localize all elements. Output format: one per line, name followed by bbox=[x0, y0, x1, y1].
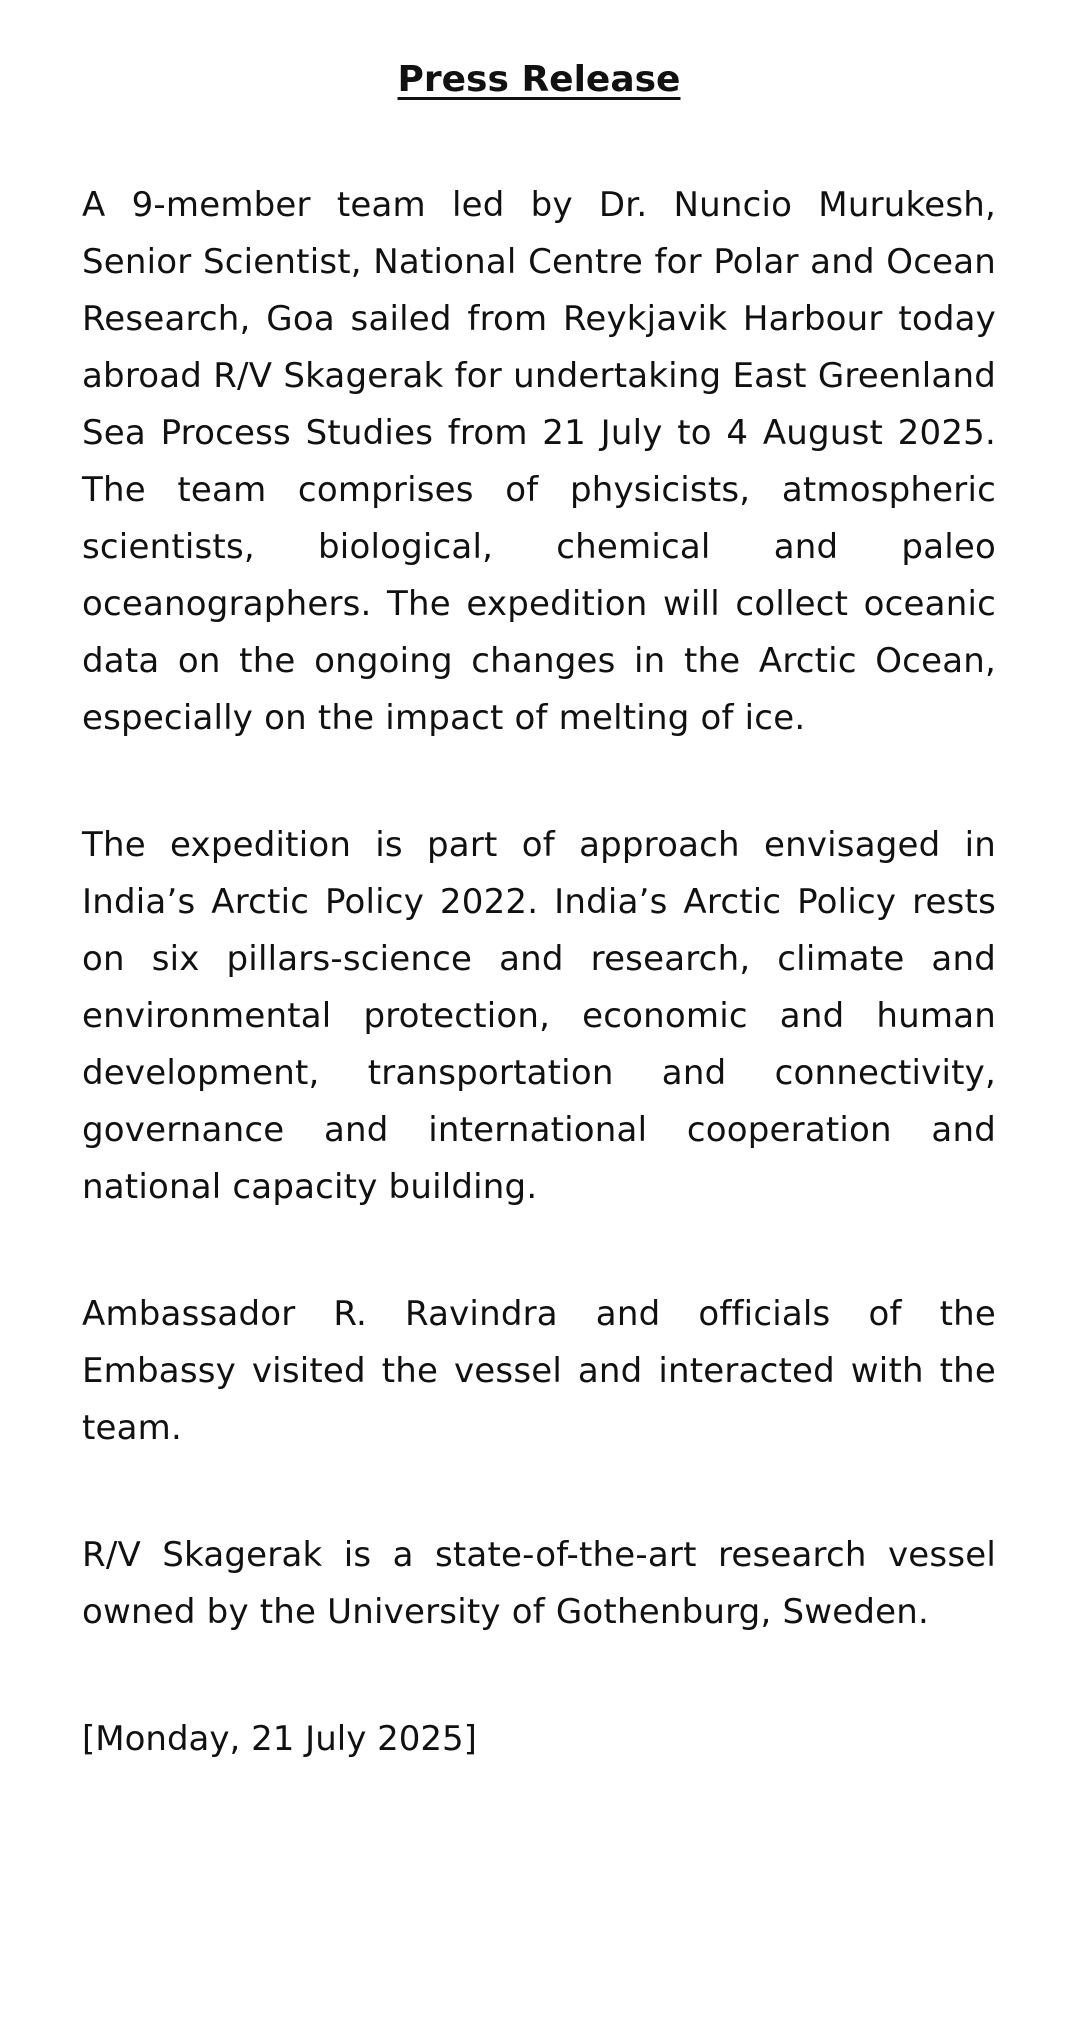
paragraph-ambassador-visit: Ambassador R. Ravindra and officials of the Embassy visited the vessel and interacted with the team. bbox=[82, 1294, 996, 1448]
paragraph-vessel: R/V Skagerak is a state-of-the-art research vessel owned by the University of Gothenburg, Sweden. bbox=[82, 1535, 996, 1632]
page-title: Press Release bbox=[397, 59, 681, 100]
paragraph-arctic-policy: The expedition is part of approach envisaged in India’s Arctic Policy 2022. India’s Arctic Policy rests on six pillars-science and research, climate and environmental protection, economic and human development, transportation and connectivity, governance and international cooperation and national capacity building. bbox=[82, 825, 996, 1207]
paragraph-expedition: A 9-member team led by Dr. Nuncio Murukesh, Senior Scientist, National Centre for Polar and Ocean Research, Goa sailed from Reykjavik Harbour today abroad R/V Skagerak for undertaking East Greenland Sea Process Studies from 21 July to 4 August 2025. The team comprises of physicists, atmospheric scientists, biological, chemical and paleo oceanographers. The expedition will collect oceanic data on the ongoing changes in the Arctic Ocean, especially on the impact of melting of ice. bbox=[82, 185, 996, 738]
dateline: [Monday, 21 July 2025] bbox=[82, 1719, 477, 1759]
